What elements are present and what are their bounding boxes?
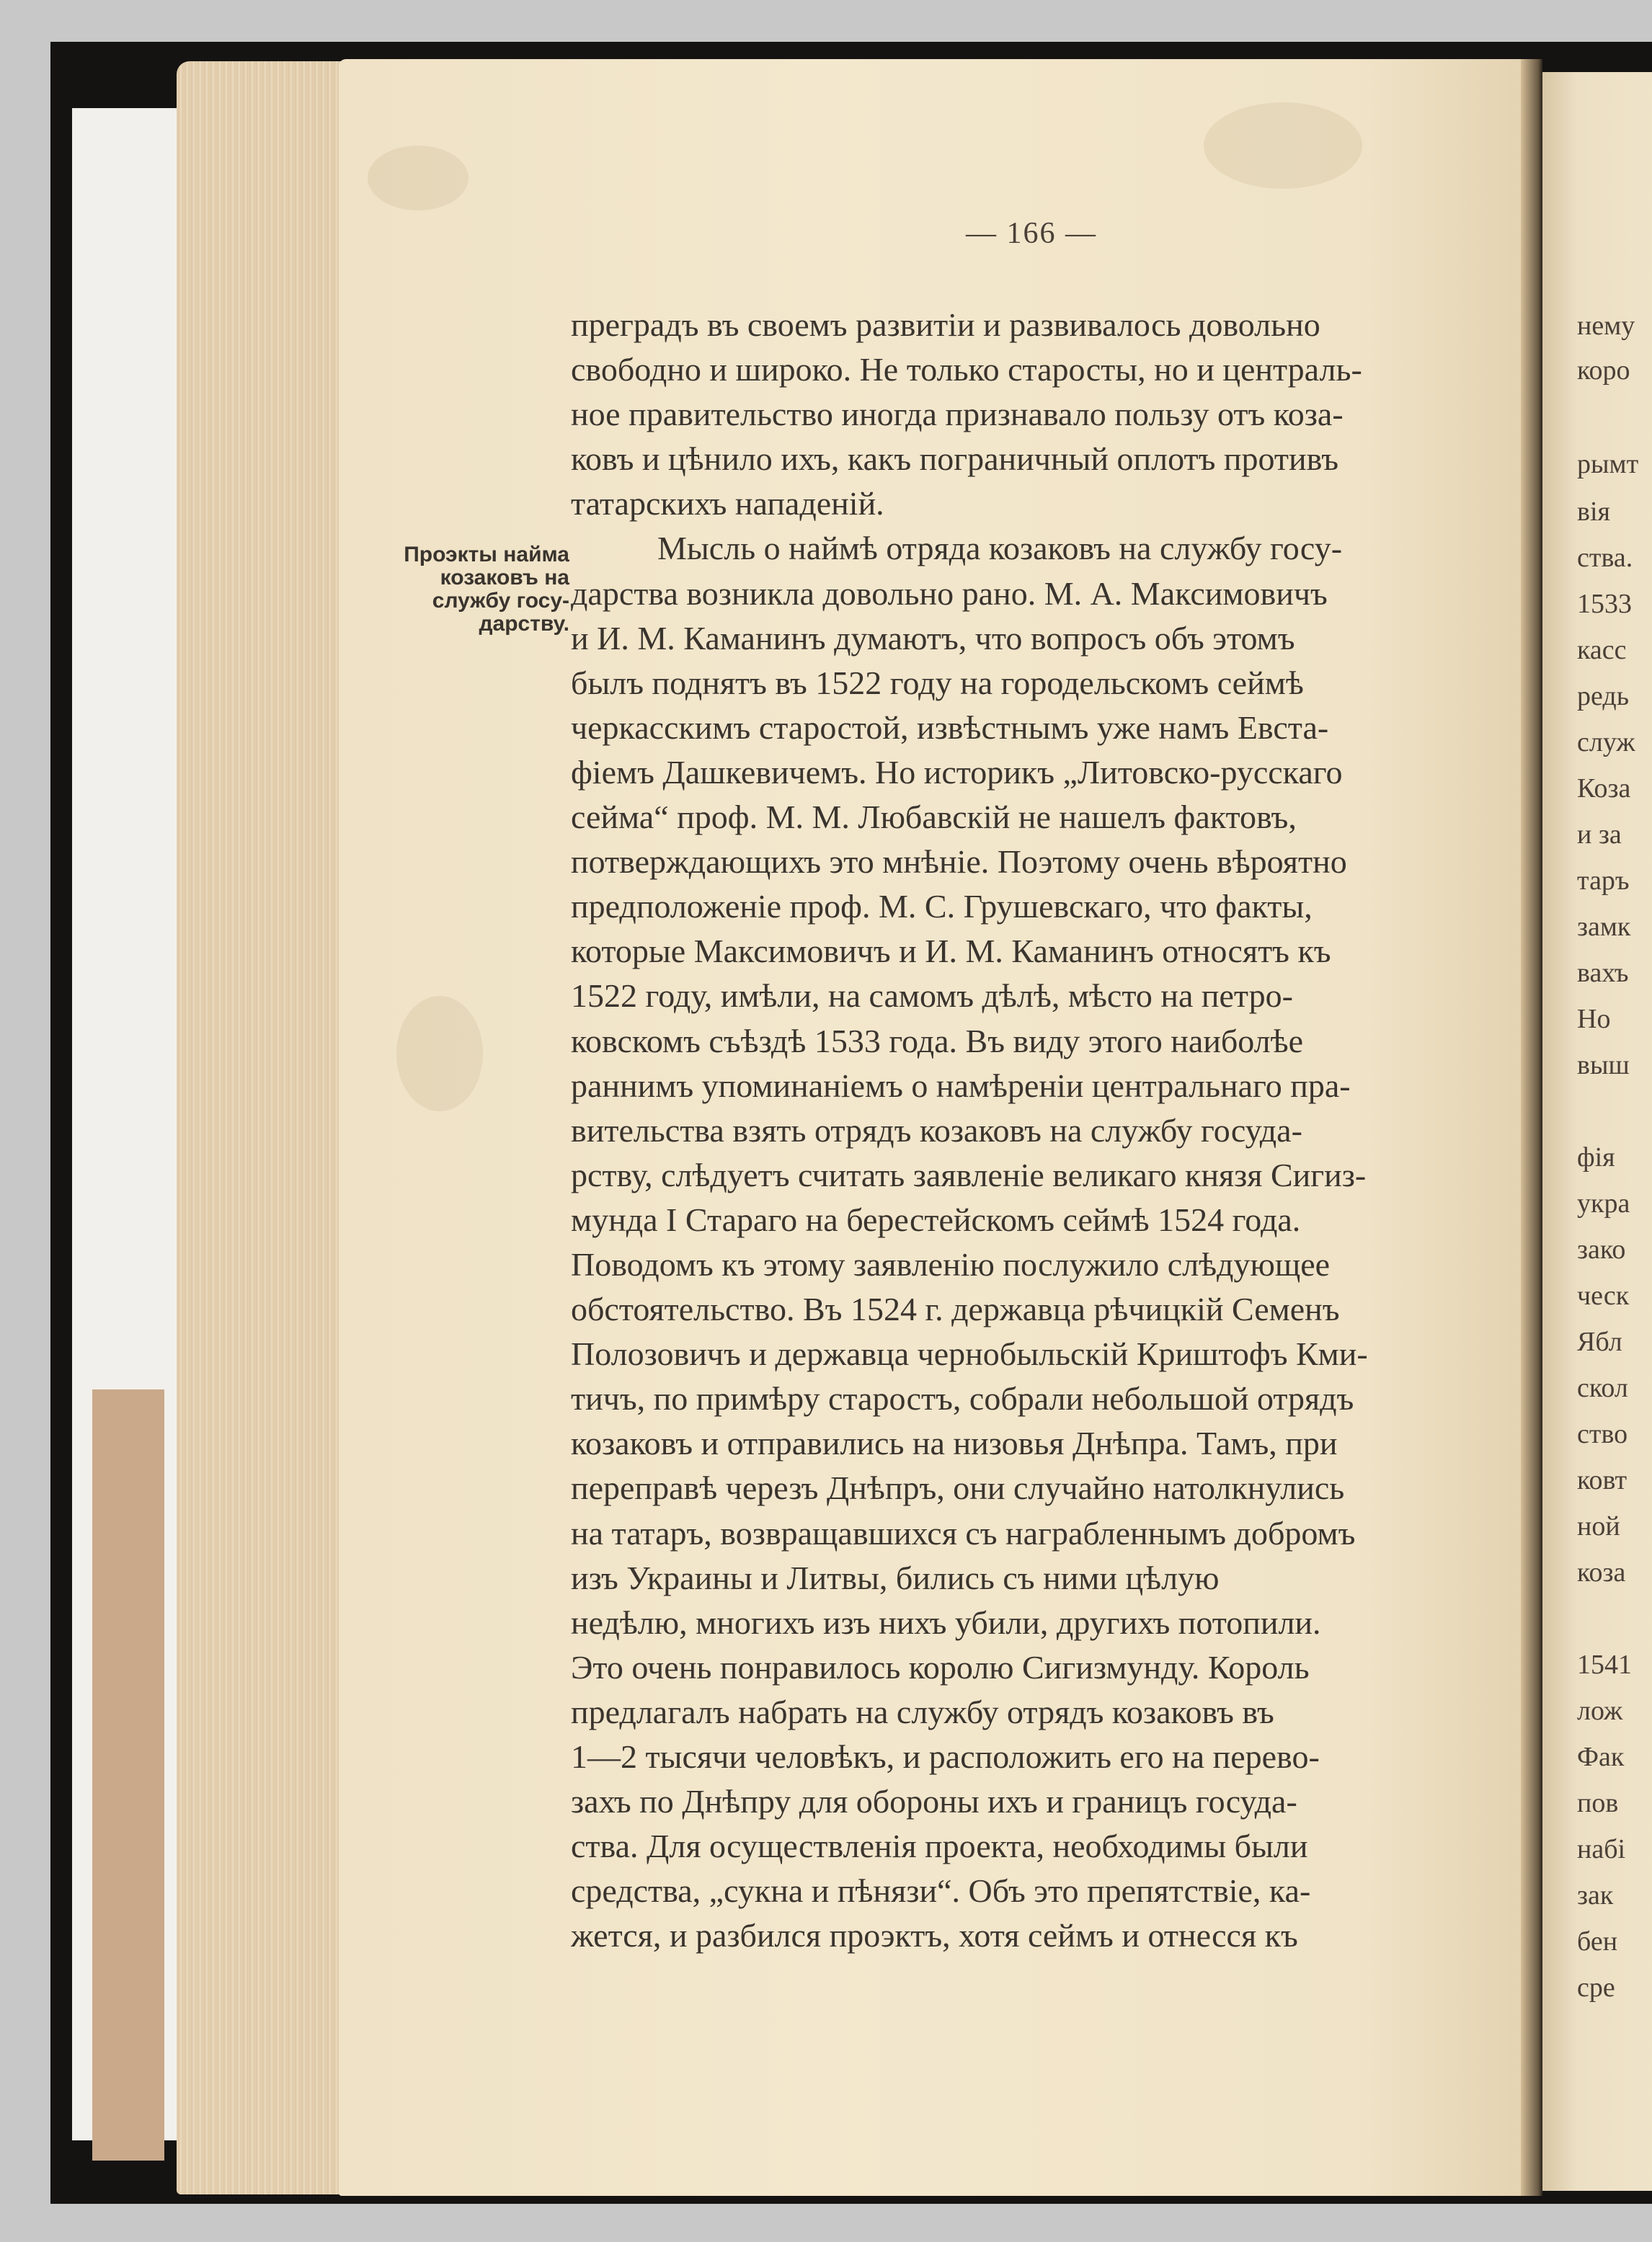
page-number: — 166 —	[966, 217, 1097, 250]
book-gutter	[1521, 59, 1542, 2196]
margin-note-line: дарству.	[479, 612, 569, 636]
facing-page-fragment: выш	[1577, 1050, 1630, 1080]
text-line: предположеніе проф. М. С. Грушевскаго, что факты,	[571, 888, 1313, 925]
text-line: 1—2 тысячи человѣкъ, и расположить его на перево-	[571, 1738, 1320, 1775]
facing-page-fragment: зако	[1577, 1235, 1626, 1265]
facing-page-fragment: ства.	[1577, 543, 1633, 573]
text-line: 1522 году, имѣли, на самомъ дѣлѣ, мѣсто на петро-	[571, 977, 1293, 1015]
text-line: былъ поднятъ въ 1522 году на городельскомъ сеймѣ	[571, 664, 1304, 701]
text-line: фіемъ Дашкевичемъ. Но историкъ „Литовско-русскаго	[571, 753, 1343, 791]
margin-note	[375, 543, 569, 636]
facing-page-fragment: ство	[1577, 1419, 1628, 1449]
facing-page-fragment: таръ	[1577, 866, 1630, 896]
text-line: рству, слѣдуетъ считать заявленіе великаго князя Сигиз-	[571, 1156, 1367, 1193]
text-line: предлагалъ набрать на службу отрядъ козаковъ въ	[571, 1693, 1274, 1730]
facing-page-fragment: ческ	[1577, 1281, 1630, 1311]
text-line: мунда I Стараго на берестейскомъ сеймѣ 1524 года.	[571, 1201, 1301, 1238]
facing-page-fragment: касс	[1577, 635, 1627, 665]
facing-page-fragment: редь	[1577, 681, 1630, 711]
facing-page-fragment: 1533	[1577, 589, 1632, 619]
facing-page-fragment: сре	[1577, 1972, 1615, 2003]
text-line: сейма“ проф. М. М. Любавскій не нашелъ фактовъ,	[571, 799, 1297, 836]
text-line: жется, и разбился проэктъ, хотя сеймъ и отнесся къ	[571, 1917, 1298, 1954]
text-line: татарскихъ нападеній.	[571, 485, 884, 522]
text-line: изъ Украины и Литвы, бились съ ними цѣлую	[571, 1559, 1220, 1596]
text-line: на татаръ, возвращавшихся съ награбленнымъ добромъ	[571, 1514, 1356, 1552]
text-line: Полозовичъ и державца чернобыльскій Криштофъ Кми-	[571, 1335, 1368, 1373]
text-line: ковъ и цѣнило ихъ, какъ пограничный оплотъ противъ	[571, 440, 1338, 478]
text-line: черкасскимъ старостой, извѣстнымъ уже намъ Евста-	[571, 708, 1329, 746]
text-line: Это очень понравилось королю Сигизмунду. Король	[571, 1648, 1310, 1686]
text-line: ное правительство иногда признавало пользу отъ коза-	[571, 396, 1344, 433]
facing-page-fragment: Коза	[1577, 773, 1631, 804]
text-line: недѣлю, многихъ изъ нихъ убили, другихъ потопили.	[571, 1603, 1321, 1641]
facing-page-fragment: коро	[1577, 355, 1630, 386]
text-line: которые Максимовичъ и И. М. Каманинъ относятъ къ	[571, 933, 1331, 970]
facing-page-fragment: лож	[1577, 1696, 1623, 1726]
facing-page-fragment: ковт	[1577, 1465, 1627, 1495]
margin-note-line: службу госу-	[432, 589, 569, 613]
text-line: вительства взять отрядъ козаковъ на службу госуда-	[571, 1111, 1302, 1149]
facing-page-fragment: ной	[1577, 1511, 1620, 1542]
facing-page-fragment: Фак	[1577, 1742, 1625, 1772]
facing-page-fragment: фія	[1577, 1142, 1615, 1173]
facing-page-fragment: скол	[1577, 1373, 1628, 1403]
facing-page-fragment: бен	[1577, 1926, 1618, 1957]
facing-page-fragment: Ябл	[1577, 1327, 1622, 1357]
facing-page-fragment: вахъ	[1577, 958, 1629, 988]
text-line: свободно и широко. Не только старосты, но и централь-	[571, 351, 1362, 388]
facing-page-fragment: служ	[1577, 727, 1635, 757]
text-line: ства. Для осуществленія проекта, необходимы были	[571, 1828, 1308, 1865]
text-line: обстоятельство. Въ 1524 г. державца рѣчицкій Семенъ	[571, 1291, 1340, 1328]
margin-note-line: Проэкты найма	[404, 543, 569, 566]
text-line: потверждающихъ это мнѣніе. Поэтому очень вѣроятно	[571, 843, 1347, 881]
facing-page-fragment: коза	[1577, 1557, 1626, 1588]
facing-page-fragment: зак	[1577, 1880, 1614, 1910]
text-line: средства, „сукна и пѣнязи“. Объ это препятствіе, ка-	[571, 1872, 1311, 1910]
text-line: переправѣ черезъ Днѣпръ, они случайно натолкнулись	[571, 1469, 1345, 1507]
facing-page-fragment: 1541	[1577, 1650, 1632, 1680]
facing-page-fragment: пов	[1577, 1788, 1619, 1818]
text-line: захъ по Днѣпру для обороны ихъ и границъ госуда-	[571, 1783, 1297, 1820]
facing-page-fragment: нему	[1577, 311, 1635, 341]
text-line: раннимъ упоминаніемъ о намѣреніи центральнаго пра-	[571, 1067, 1351, 1104]
paragraph-start-line: Мысль о наймѣ отряда козаковъ на службу госу-	[657, 530, 1343, 567]
facing-page-fragment: укра	[1577, 1188, 1630, 1219]
text-line: Поводомъ къ этому заявленію послужило слѣдующее	[571, 1245, 1331, 1283]
margin-note-line: козаковъ на	[440, 566, 569, 590]
paper-strip	[92, 1389, 164, 2161]
text-line: и И. М. Каманинъ думаютъ, что вопросъ объ этомъ	[571, 619, 1295, 657]
text-line: преградъ въ своемъ развитіи и развивалось довольно	[571, 306, 1320, 343]
facing-page-fragment: замк	[1577, 912, 1631, 942]
main-text-block	[571, 303, 1522, 1958]
facing-page-fragment: вія	[1577, 497, 1610, 527]
text-line: ковскомъ съѣздѣ 1533 года. Въ виду этого наиболѣе	[571, 1022, 1303, 1059]
facing-page-fragment: рымт	[1577, 449, 1639, 479]
text-line: тичъ, по примѣру старостъ, собрали небольшой отрядъ	[571, 1380, 1354, 1418]
facing-page-fragment: и за	[1577, 819, 1622, 850]
facing-page	[1542, 72, 1652, 2191]
text-line: дарства возникла довольно рано. М. А. Максимовичъ	[571, 574, 1328, 612]
text-line: козаковъ и отправились на низовья Днѣпра. Тамъ, при	[571, 1425, 1338, 1462]
facing-page-fragment: набі	[1577, 1834, 1626, 1864]
facing-page-fragment: Но	[1577, 1004, 1611, 1034]
book-page-edges	[177, 61, 346, 2194]
